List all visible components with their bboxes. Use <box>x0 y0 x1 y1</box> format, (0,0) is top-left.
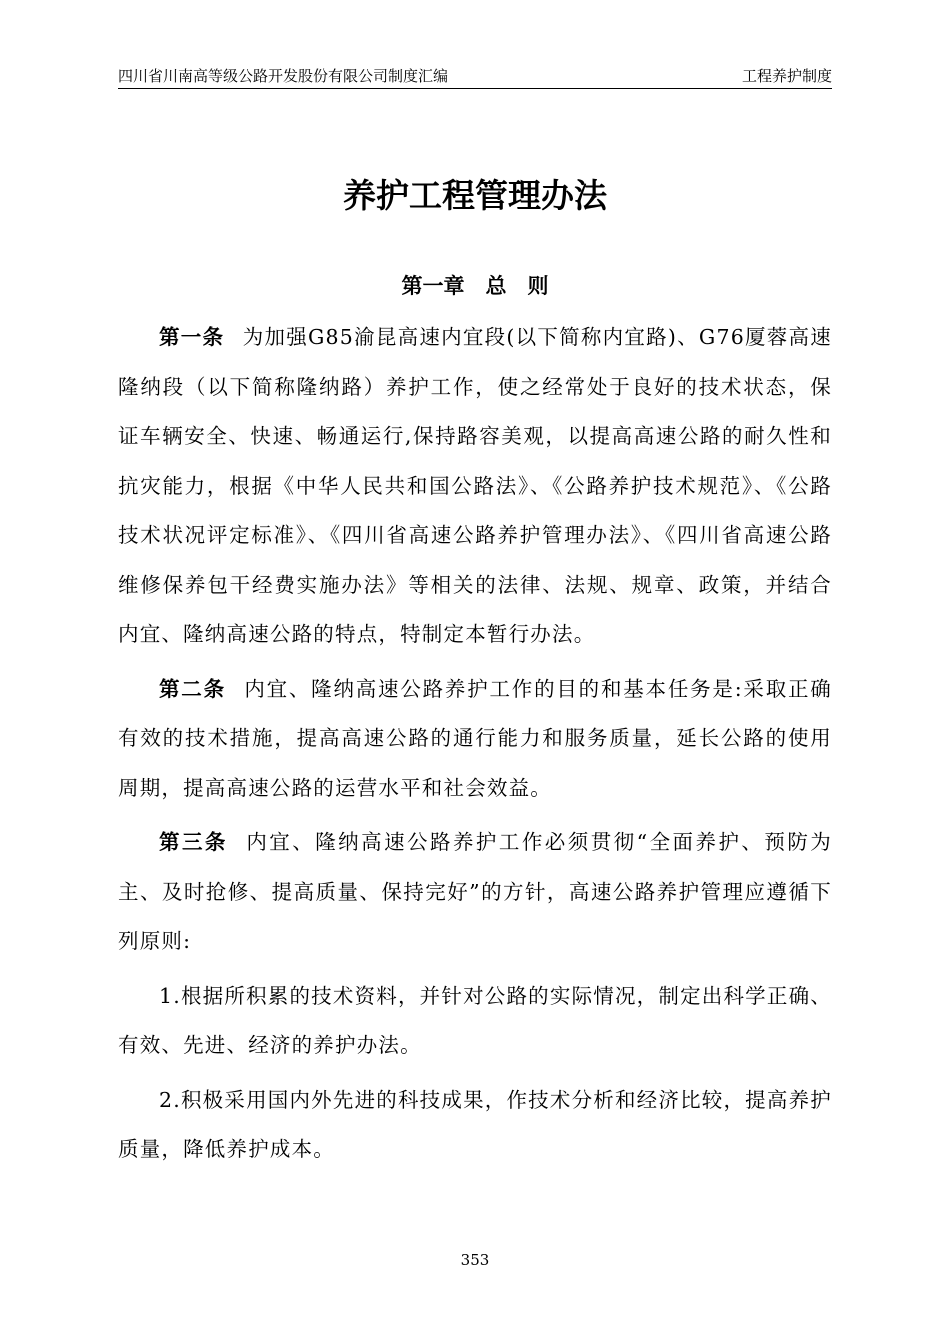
article-text: 内宜、隆纳高速公路养护工作必须贯彻“全面养护、预防为主、及时抢修、提高质量、保持完好”的方针，高速公路养护管理应遵循下列原则: <box>118 830 832 953</box>
document-title: 养护工程管理办法 <box>343 176 607 215</box>
chapter-heading: 第一章 总 则 <box>401 273 549 298</box>
article-2 <box>118 665 832 814</box>
page-header <box>118 64 832 89</box>
article-text: 为加强G85渝昆高速内宜段(以下简称内宜路)、G76厦蓉高速隆纳段（以下简称隆纳路）养护工作，使之经常处于良好的技术状态，保证车辆安全、快速、畅通运行,保持路容美观，以提高高速公路的耐久性和抗灾能力，根据《中华人民共和国公路法》、《公路养护技术规范》、《公路技术状况评定标准》、《四川省高速公路养护管理办法》、《四川省高速公路维修保养包干经费实施办法》等相关的法律、法规、规章、政策，并结合内宜、隆纳高速公路的特点，特制定本暂行办法。 <box>118 325 832 646</box>
page-number: 353 <box>460 1251 490 1269</box>
article-label: 第二条 <box>159 676 226 701</box>
article-label: 第三条 <box>159 830 228 854</box>
list-item: 1.根据所积累的技术资料，并针对公路的实际情况，制定出科学正确、有效、先进、经济的养护办法。 <box>118 983 832 1057</box>
article-text: 内宜、隆纳高速公路养护工作的目的和基本任务是:采取正确有效的技术措施，提高高速公路的通行能力和服务质量，延长公路的使用周期，提高高速公路的运营水平和社会效益。 <box>118 676 832 800</box>
header-section-title: 工程养护制度 <box>741 67 832 85</box>
header-company-title: 四川省川南高等级公路开发股份有限公司制度汇编 <box>118 67 449 85</box>
document-body <box>118 313 832 1175</box>
article-3 <box>118 818 832 967</box>
article-1 <box>118 313 832 660</box>
article-label: 第一条 <box>159 325 225 349</box>
list-item: 2.积极采用国内外先进的科技成果，作技术分析和经济比较，提高养护质量，降低养护成本。 <box>118 1087 832 1161</box>
